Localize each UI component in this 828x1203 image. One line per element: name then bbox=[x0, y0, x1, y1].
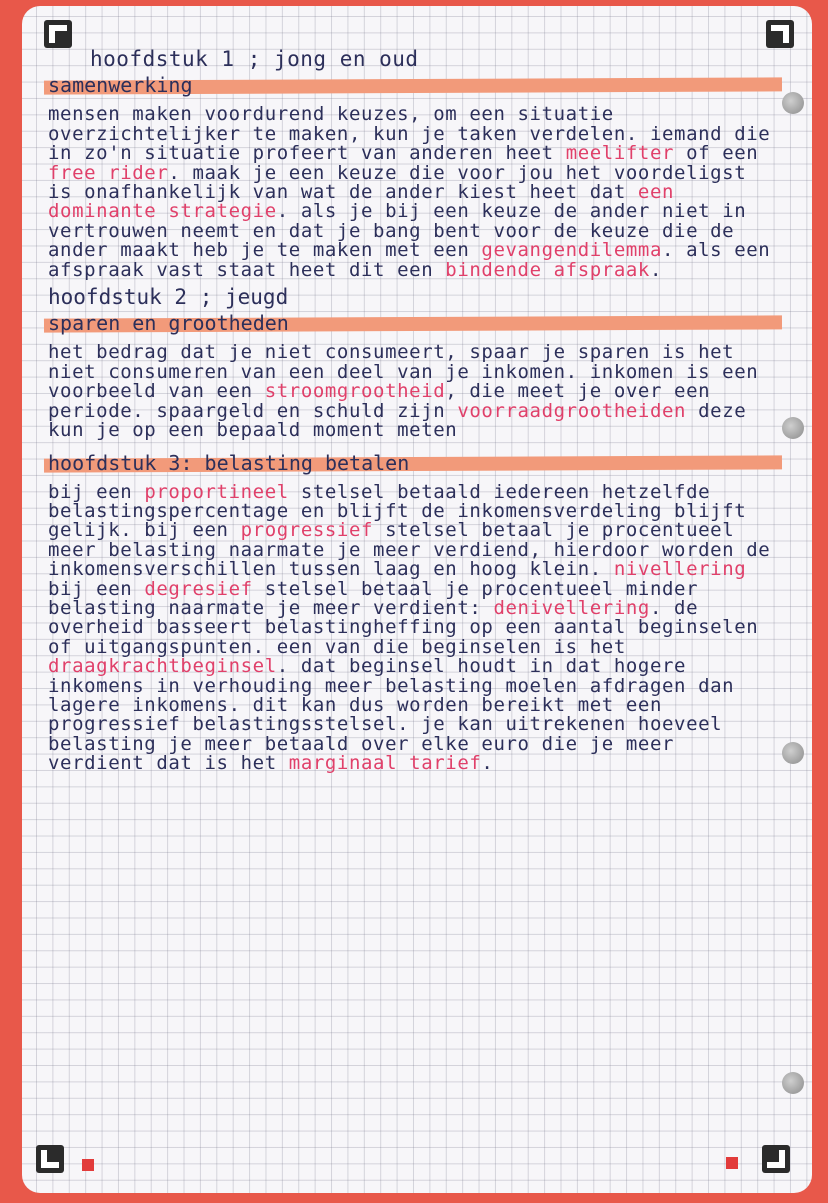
corner-marker-top-left bbox=[44, 20, 72, 48]
text-run: mensen maken voordurend keuzes, om een situatie overzichtelijker te maken, kun je taken verdelen. iemand die in zo'n situatie profeert van anderen heet bbox=[48, 103, 771, 165]
text-run: . als je bij een keuze de ander niet in vertrouwen neemt en dat je bang bent voor de keuze die de ander maakt heb je te maken met een bbox=[48, 200, 747, 262]
text-run: . als een afspraak vast staat heet dit een bbox=[48, 239, 771, 281]
binder-hole-4 bbox=[782, 1072, 804, 1094]
text-run: . dat beginsel houdt in dat hogere inkomens in verhouding meer belasting moelen afdragen dan lagere inkomens. dit kan dus worden bereikt met een progressief belastingsstelsel. je kan uitrekenen hoeveel belasting je meer betaald over elke euro die je meer verdient dat is het bbox=[48, 655, 735, 775]
section-band-samenwerking: samenwerking bbox=[44, 75, 782, 95]
text-run: stelsel betaal je procentueel minder belasting naarmate je meer verdient: bbox=[48, 577, 699, 619]
chapter-3-paragraph bbox=[48, 480, 778, 775]
highlighted-term: nivellering bbox=[613, 558, 747, 581]
highlighted-term: bindende afspraak bbox=[445, 258, 650, 281]
highlighted-term: stroomgrootheid bbox=[264, 380, 446, 403]
highlighted-term: meelifter bbox=[565, 142, 675, 165]
highlighted-term: draagkrachtbeginsel bbox=[48, 655, 277, 678]
corner-marker-bottom-right bbox=[762, 1145, 790, 1173]
highlighted-term: gevangendilemma bbox=[481, 239, 662, 262]
section-band-sparen: sparen en grootheden bbox=[44, 313, 782, 333]
text-run: . bbox=[649, 258, 663, 281]
text-run: bij een bbox=[48, 577, 145, 600]
chapter-1-paragraph bbox=[48, 105, 778, 280]
chapter-2-paragraph bbox=[48, 343, 778, 440]
highlighted-term: marginaal tarief bbox=[288, 752, 482, 775]
text-run: deze kun je op een bepaald moment meten bbox=[48, 399, 747, 442]
highlighted-term: free rider bbox=[48, 161, 169, 184]
red-marker-left bbox=[82, 1159, 94, 1171]
notes-content bbox=[48, 47, 778, 780]
highlighted-term: proportineel bbox=[144, 480, 289, 503]
chapter-1-heading: hoofdstuk 1 ; jong en oud bbox=[90, 47, 419, 71]
corner-marker-bottom-left bbox=[36, 1145, 64, 1173]
text-run: bij een bbox=[48, 480, 145, 503]
text-run: , die meet je over een periode. spaargeld en schuld zijn bbox=[48, 380, 711, 422]
text-run: stelsel betaal je procentueel meer belasting naarmate je meer verdiend, hierdoor worden de inkomensverschillen tussen laag en hoog klein. bbox=[48, 519, 771, 581]
highlighted-term: een dominante strategie bbox=[48, 181, 675, 223]
chapter-2-heading: hoofdstuk 2 ; jeugd bbox=[48, 285, 289, 310]
text-run: of een bbox=[674, 142, 759, 165]
red-marker-right bbox=[726, 1157, 738, 1169]
binder-hole-2 bbox=[782, 417, 804, 439]
text-run: . bbox=[481, 752, 494, 775]
binder-hole-3 bbox=[782, 742, 804, 764]
highlighted-term: denivellering bbox=[493, 596, 650, 619]
text-run: . maak je een keuze die voor jou het voordeligst is onafhankelijk van wat de ander kiest heet dat bbox=[48, 161, 747, 204]
corner-marker-top-right bbox=[766, 20, 794, 48]
binder-hole-1 bbox=[782, 92, 804, 114]
text-run: stelsel betaald iedereen hetzelfde belastingspercentage en blijft de inkomensverdeling blijft gelijk. bij een bbox=[48, 480, 747, 542]
text-run: . de overheid basseert belastingheffing op een aantal beginselen of uitgangspunten. een van die beginselen is het bbox=[48, 596, 759, 658]
highlighted-term: degresief bbox=[144, 577, 253, 600]
highlighted-term: progressief bbox=[240, 519, 374, 542]
highlighted-term: voorraadgrootheiden bbox=[457, 399, 687, 422]
section-band-belasting: hoofdstuk 3: belasting betalen bbox=[44, 453, 782, 473]
text-run: het bedrag dat je niet consumeert, spaar je sparen is het niet consumeren van een deel van je inkomen. inkomen is een voorbeeld van een bbox=[48, 341, 759, 403]
